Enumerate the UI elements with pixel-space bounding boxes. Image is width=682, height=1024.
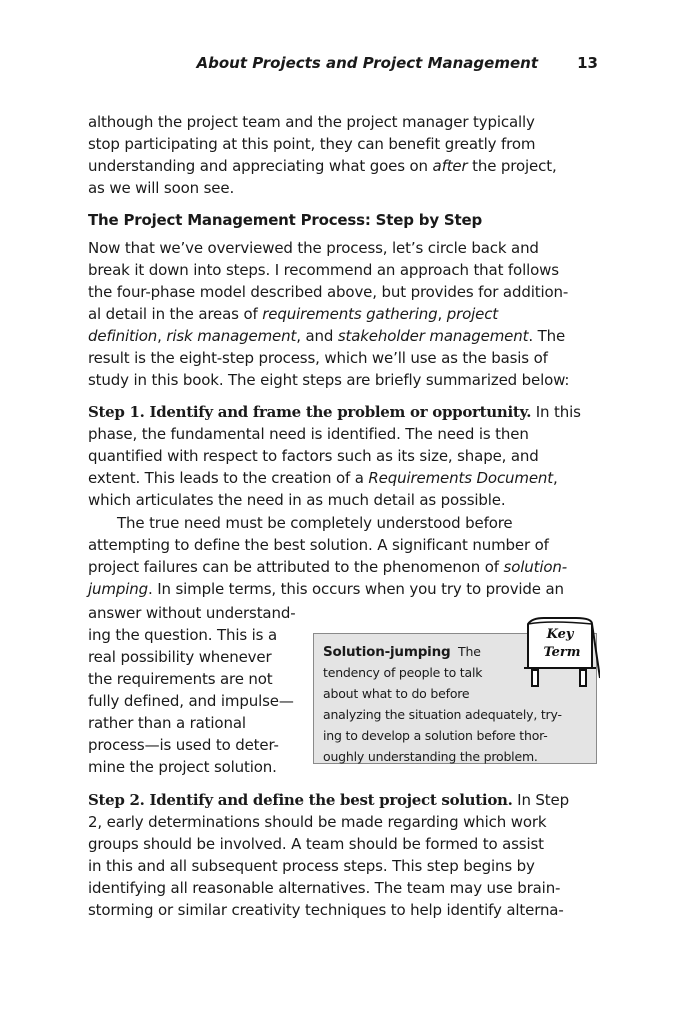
emphasis-text: stakeholder management	[337, 327, 529, 345]
text-line: answer without understand-	[88, 604, 296, 622]
text-line: break it down into steps. I recommend an approach that follows	[88, 261, 559, 279]
text-line: groups should be involved. A team should be formed to assist	[88, 835, 544, 853]
text-line: about what to do before	[323, 686, 470, 701]
section-heading: The Project Management Process: Step by Step	[88, 211, 483, 229]
text-span: In Step	[512, 791, 569, 809]
running-head	[88, 54, 600, 76]
step-2-paragraph	[88, 789, 600, 921]
text-line: 2, early determinations should be made regarding which work	[88, 813, 547, 831]
key-term-easel-icon	[520, 610, 600, 692]
text-line: which articulates the need in as much detail as possible.	[88, 491, 506, 509]
text-span: In this	[531, 403, 581, 421]
text-line: mine the project solution.	[88, 758, 277, 776]
text-line: tendency of people to talk	[323, 665, 483, 680]
text-span: The	[450, 644, 481, 659]
text-line: fully defined, and impulse—	[88, 692, 294, 710]
text-span: project failures can be attributed to the phenomenon of	[88, 558, 504, 576]
step-2-title: Step 2. Identify and define the best project solution.	[88, 791, 513, 809]
text-line: Now that we’ve overviewed the process, let’s circle back and	[88, 239, 539, 257]
icon-label-term: Term	[543, 645, 581, 660]
text-line: ing the question. This is a	[88, 626, 278, 644]
text-line: storming or similar creativity techniques to help identify alterna-	[88, 901, 564, 919]
step-1-paragraph	[88, 401, 600, 511]
text-span: the project,	[467, 157, 557, 175]
text-line: real possibility whenever	[88, 648, 272, 666]
text-line	[88, 155, 600, 177]
text-line: identifying all reasonable alternatives. The team may use brain-	[88, 879, 561, 897]
text-line: The true need must be completely understood before	[117, 514, 513, 532]
text-span: extent. This leads to the creation of a	[88, 469, 369, 487]
text-line: phase, the fundamental need is identified. The need is then	[88, 425, 529, 443]
paragraph-continuation	[88, 111, 600, 199]
emphasis-text: project	[446, 305, 499, 323]
text-span: ,	[437, 305, 447, 323]
text-line: the requirements are not	[88, 670, 273, 688]
text-line: ing to develop a solution before thor-	[323, 728, 548, 743]
text-line: as we will soon see.	[88, 179, 235, 197]
text-line: result is the eight-step process, which we’ll use as the basis of	[88, 349, 548, 367]
paragraph-wrapped-column	[88, 602, 308, 778]
text-span: understanding and appreciating what goes on	[88, 157, 433, 175]
text-span: . The	[528, 327, 566, 345]
text-line: the four-phase model described above, but provides for addition-	[88, 283, 569, 301]
text-line	[88, 303, 600, 325]
text-line	[88, 325, 600, 347]
text-line: rather than a rational	[88, 714, 246, 732]
text-line: analyzing the situation adequately, try-	[323, 707, 562, 722]
emphasis-text: risk management	[166, 327, 297, 345]
text-span: ,	[157, 327, 167, 345]
emphasis-text: Requirements Document	[368, 469, 554, 487]
text-line	[88, 789, 600, 811]
text-line: attempting to define the best solution. A significant number of	[88, 536, 549, 554]
text-line: in this and all subsequent process steps. This step begins by	[88, 857, 535, 875]
text-span: . In simple terms, this occurs when you try to provide an	[147, 580, 564, 598]
text-line: oughly understanding the problem.	[323, 749, 538, 764]
step-1-title: Step 1. Identify and frame the problem or opportunity.	[88, 403, 532, 421]
text-span: , and	[296, 327, 338, 345]
emphasis-text: after	[432, 157, 468, 175]
text-line	[88, 556, 600, 578]
text-span: ,	[553, 469, 558, 487]
emphasis-text: solution-	[503, 558, 567, 576]
running-head-title: About Projects and Project Management	[196, 54, 538, 72]
text-line	[88, 401, 600, 423]
text-line	[88, 467, 600, 489]
text-line: study in this book. The eight steps are briefly summarized below:	[88, 371, 570, 389]
text-line: stop participating at this point, they can benefit greatly from	[88, 135, 536, 153]
text-line	[88, 578, 600, 600]
icon-label-key: Key	[546, 627, 574, 642]
emphasis-text: jumping	[88, 580, 148, 598]
text-span: al detail in the areas of	[88, 305, 263, 323]
text-line: quantified with respect to factors such as its size, shape, and	[88, 447, 539, 465]
key-term-word: Solution-jumping	[323, 644, 451, 660]
paragraph-true-need	[88, 512, 600, 600]
text-line: although the project team and the project manager typically	[88, 113, 535, 131]
emphasis-text: definition	[88, 327, 158, 345]
page-number: 13	[577, 54, 598, 72]
paragraph-overview	[88, 237, 600, 391]
text-line: process—is used to deter-	[88, 736, 279, 754]
emphasis-text: requirements gathering	[262, 305, 438, 323]
